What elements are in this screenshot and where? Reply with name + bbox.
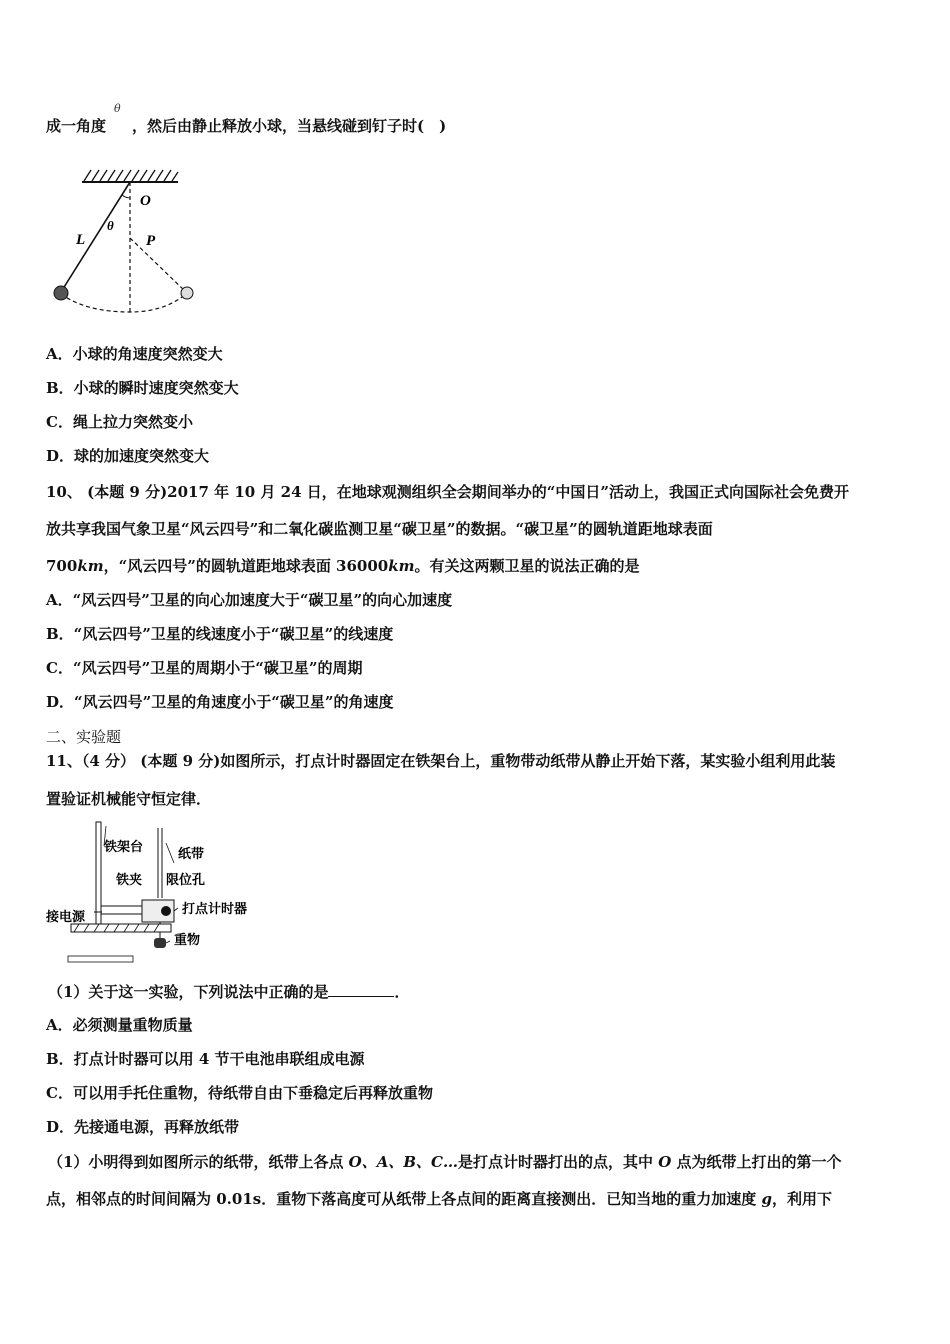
pendulum-figure: [46, 160, 206, 320]
q11-sub1: [48, 982, 409, 1002]
q10-line3-c: 。有关这两颗卫星的说法正确的是: [414, 557, 640, 575]
q11-sub2-o: O: [658, 1153, 672, 1171]
theta-arc: [122, 195, 130, 198]
q11-sub2-line2: [46, 1189, 832, 1209]
q9-theta-symbol: θ: [114, 102, 121, 115]
q11-sub2-l2-a: 点，相邻点的时间间隔为 0.01s．重物下落高度可从纸带上各点间的距离直接测出．已知当地的重力加速度: [46, 1190, 762, 1208]
label-l: L: [76, 232, 86, 248]
label-p: P: [146, 233, 156, 249]
label-power: 接电源: [46, 909, 86, 924]
q11-sub2-l1-c: 点为纸带上打出的第一个: [671, 1153, 842, 1171]
iron-clamp: [101, 906, 146, 914]
stand-base: [71, 924, 171, 932]
q9-stem-part-a: 成一角度: [46, 117, 107, 135]
string-after-peg: [130, 238, 186, 292]
stand-rod: [96, 822, 101, 924]
label-clamp: 铁夹: [116, 872, 143, 887]
ball-path: [61, 294, 186, 312]
ball-right: [181, 287, 193, 299]
label-stand: 铁架台: [104, 839, 144, 854]
q10-stem-line2: 放共享我国气象卫星“风云四号”和二氧化碳监测卫星“碳卫星”的数据。“碳卫星”的圆轨道距地球表面: [46, 520, 713, 538]
q10-line3-a: 700: [46, 557, 78, 575]
q10-option-c: C．“风云四号”卫星的周期小于“碳卫星”的周期: [46, 659, 363, 677]
timer-dot: [161, 906, 171, 916]
pendulum-string: [61, 182, 130, 292]
label-limit-hole: 限位孔: [166, 872, 206, 887]
label-weight: 重物: [174, 932, 201, 947]
label-tape: 纸带: [178, 846, 205, 861]
q9-option-a: A．小球的角速度突然变大: [46, 345, 223, 363]
q11-option-d: D．先接通电源，再释放纸带: [46, 1118, 240, 1136]
q9-stem: [46, 116, 446, 136]
q11-sub2-line1: [48, 1152, 842, 1172]
q11-sub1-text: （1）关于这一实验，下列说法中正确的是: [48, 983, 329, 1001]
q11-sub2-g: g: [761, 1190, 772, 1208]
q10-stem-line3: [46, 556, 640, 576]
section-title: 二、实验题: [46, 728, 122, 746]
q9-stem-part-b: ，然后由静止释放小球，当悬线碰到钉子时( ): [132, 117, 447, 135]
q10-unit-km-2: km: [388, 557, 415, 575]
q10-option-a: A．“风云四号”卫星的向心加速度大于“碳卫星”的向心加速度: [46, 591, 453, 609]
q11-option-b: B．打点计时器可以用 4 节干电池串联组成电源: [46, 1050, 365, 1068]
q9-option-b: B．小球的瞬时速度突然变大: [46, 379, 239, 397]
q9-option-d: D．球的加速度突然变大: [46, 447, 210, 465]
q11-option-c: C．可以用手托住重物，待纸带自由下垂稳定后再释放重物: [46, 1084, 433, 1102]
weight: [154, 938, 166, 948]
q11-sub2-l2-b: ，利用下: [771, 1190, 832, 1208]
answer-blank[interactable]: [328, 982, 394, 997]
label-timer: 打点计时器: [182, 901, 248, 916]
q11-stem-line2: 置验证机械能守恒定律．: [46, 790, 212, 808]
q10-option-b: B．“风云四号”卫星的线速度小于“碳卫星”的线速度: [46, 625, 394, 643]
label-o: O: [140, 193, 151, 209]
label-theta: θ: [107, 218, 114, 233]
q9-option-c: C．绳上拉力突然变小: [46, 413, 193, 431]
q11-stem-line1: 11、（4 分） (本题 9 分)如图所示，打点计时器固定在铁架台上，重物带动纸带从静止开始下落，某实验小组利用此装: [46, 752, 836, 770]
ball-left: [54, 286, 68, 300]
q11-sub2-l1-a: （1）小明得到如图所示的纸带，纸带上各点: [48, 1153, 349, 1171]
q10-line3-b: ，“风云四号”的圆轨道距地球表面 36000: [103, 557, 389, 575]
q10-unit-km-1: km: [77, 557, 104, 575]
apparatus-figure: [46, 818, 266, 968]
q11-sub1-end: ．: [394, 983, 410, 1001]
ceiling: [82, 170, 178, 182]
q11-sub2-points: O、A、B、C…: [348, 1153, 458, 1171]
q11-option-a: A．必须测量重物质量: [46, 1016, 193, 1034]
q11-sub2-l1-b: 是打点计时器打出的点，其中: [458, 1153, 659, 1171]
q10-stem-line1: 10、 (本题 9 分)2017 年 10 月 24 日，在地球观测组织全会期间举办的“中国日”活动上，我国正式向国际社会免费开: [46, 483, 850, 501]
table: [68, 956, 133, 962]
q10-option-d: D．“风云四号”卫星的角速度小于“碳卫星”的角速度: [46, 693, 394, 711]
